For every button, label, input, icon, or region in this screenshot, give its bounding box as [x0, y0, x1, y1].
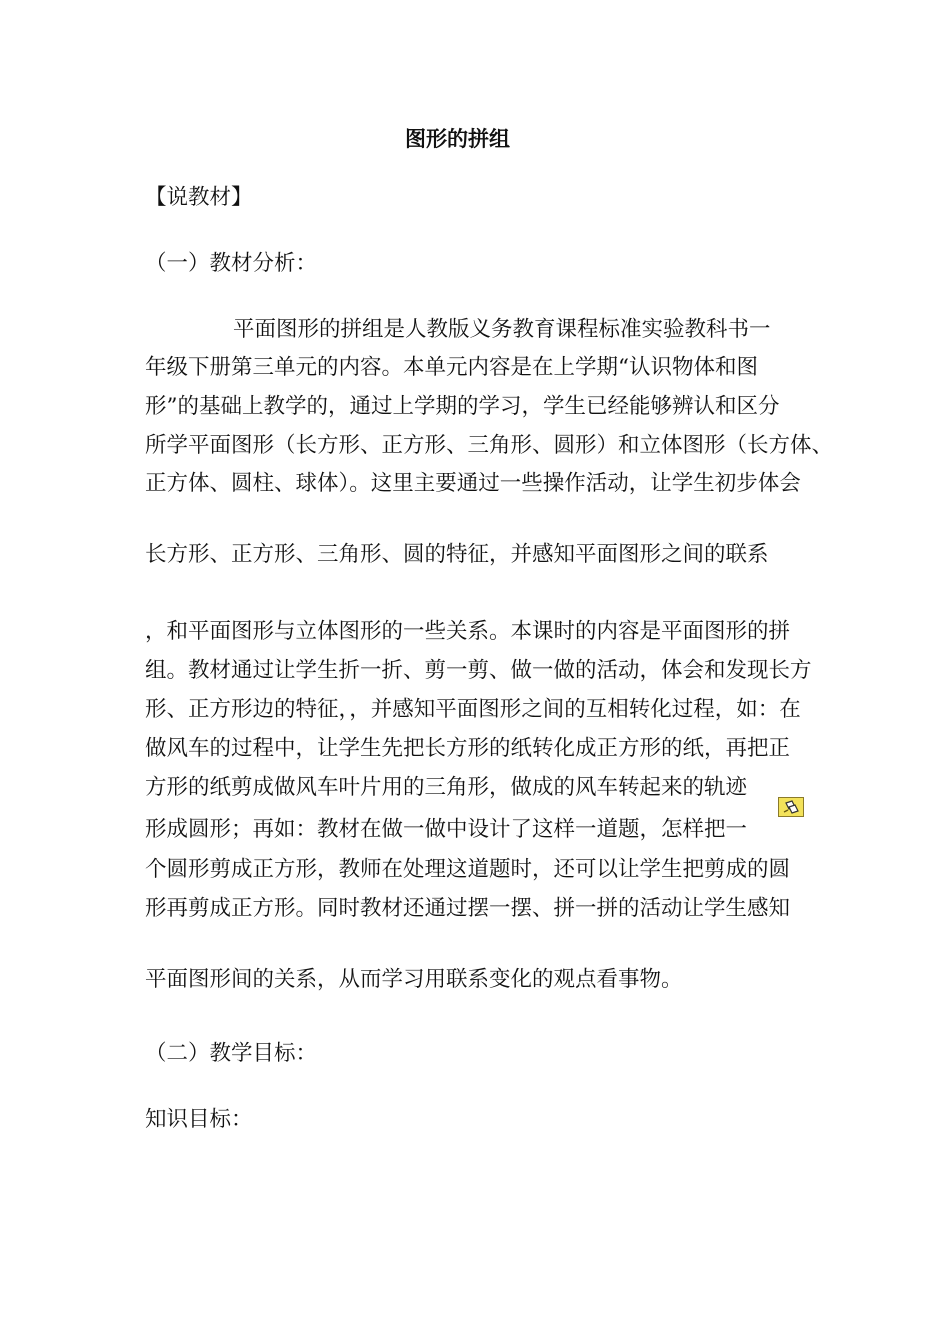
paragraph-line: 形”的基础上教学的，通过上学期的学习，学生已经能够辨认和区分: [145, 394, 780, 419]
document-link-icon[interactable]: [778, 797, 804, 817]
paragraph-line: 形、正方形边的特征，，并感知平面图形之间的互相转化过程，如：在: [145, 697, 801, 722]
paragraph-line: 组。教材通过让学生折一折、剪一剪、做一做的活动，体会和发现长方: [145, 658, 812, 683]
subheading-analysis: （一）教材分析：: [145, 251, 318, 276]
paragraph-line: 年级下册第三单元的内容。本单元内容是在上学期“认识物体和图: [145, 355, 758, 380]
page-title: 图形的拼组: [405, 126, 510, 151]
paragraph-line: 正方体、圆柱、球体）。这里主要通过一些操作活动，让学生初步体会: [145, 471, 801, 496]
paragraph-line: 形再剪成正方形。同时教材还通过摆一摆、拼一拼的活动让学生感知: [145, 896, 791, 921]
subheading-goals: （二）教学目标：: [145, 1041, 318, 1066]
section-heading: 【说教材】: [145, 185, 253, 210]
paragraph-line: 平面图形间的关系，从而学习用联系变化的观点看事物。: [145, 967, 683, 992]
paragraph-line: 平面图形的拼组是人教版义务教育课程标准实验教科书一: [233, 317, 771, 342]
paragraph-line: 方形的纸剪成做风车叶片用的三角形，做成的风车转起来的轨迹: [145, 775, 748, 800]
paragraph-line: ，和平面图形与立体图形的一些关系。本课时的内容是平面图形的拼: [145, 619, 791, 644]
paragraph-line: 个圆形剪成正方形，教师在处理这道题时，还可以让学生把剪成的圆: [145, 857, 791, 882]
paragraph-line: 形成圆形；再如：教材在做一做中设计了这样一道题，怎样把一: [145, 817, 748, 842]
paragraph-line: 长方形、正方形、三角形、圆的特征，并感知平面图形之间的联系: [145, 542, 769, 567]
document-link-icon-graphic: [779, 798, 803, 816]
paragraph-line: 做风车的过程中，让学生先把长方形的纸转化成正方形的纸，再把正: [145, 736, 791, 761]
paragraph-line: 所学平面图形（长方形、正方形、三角形、圆形）和立体图形（长方体、: [145, 433, 834, 458]
subheading-knowledge-goals: 知识目标：: [145, 1107, 253, 1132]
